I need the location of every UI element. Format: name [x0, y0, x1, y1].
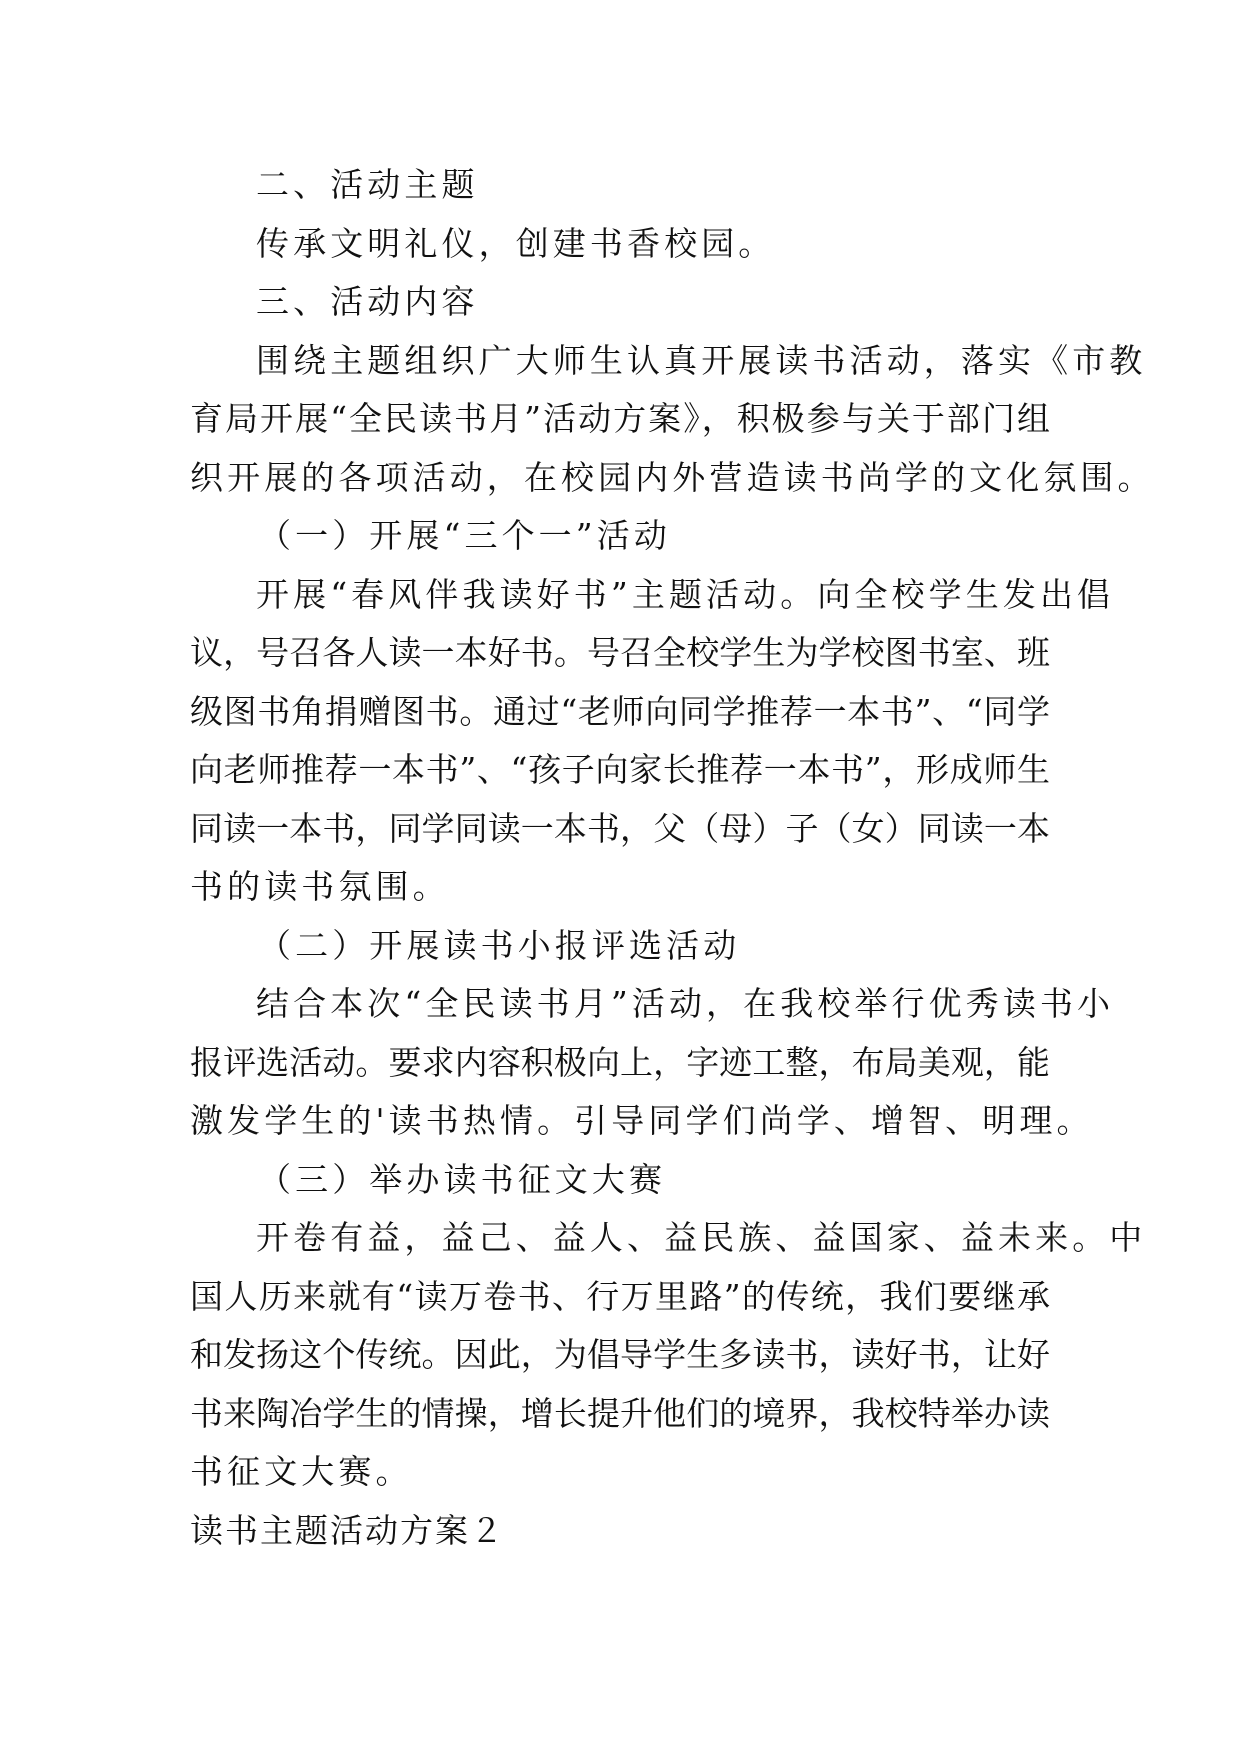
paragraph-line: 向老师推荐一本书”、“孩子向家长推荐一本书”，形成师生 — [190, 750, 1050, 789]
theme-text: 传承文明礼仪，创建书香校园。 — [256, 223, 776, 263]
paragraph-line: 育局开展“全民读书月”活动方案》，积极参与关于部门组 — [190, 399, 1050, 438]
paragraph-line: 围绕主题组织广大师生认真开展读书活动，落实《市教 — [256, 340, 1147, 380]
paragraph-line: 国人历来就有“读万卷书、行万里路”的传统，我们要继承 — [190, 1276, 1050, 1316]
document-body — [190, 156, 1155, 1560]
paragraph-line: 书来陶冶学生的情操，增长提升他们的境界，我校特举办读 — [190, 1393, 1050, 1433]
paragraph-line: 织开展的各项活动，在校园内外营造读书尚学的文化氛围。 — [190, 457, 1155, 497]
section-heading-theme: 二、活动主题 — [256, 165, 479, 204]
paragraph-line: 同读一本书，同学同读一本书，父（母）子（女）同读一本 — [190, 808, 1050, 848]
paragraph-line: 开卷有益，益己、益人、益民族、益国家、益未来。中 — [256, 1218, 1147, 1257]
subsection-3-paragraph — [190, 1209, 1147, 1502]
next-document-title: 读书主题活动方案２ — [190, 1510, 505, 1550]
section-heading-content: 三、活动内容 — [256, 282, 479, 321]
paragraph-line: 结合本次“全民读书月”活动，在我校举行优秀读书小 — [256, 984, 1115, 1023]
subsection-title-3: （三）举办读书征文大赛 — [258, 1159, 667, 1199]
paragraph-line: 报评选活动。要求内容积极向上，字迹工整，布局美观，能 — [190, 1042, 1050, 1082]
paragraph-line: 开展“春风伴我读好书”主题活动。向全校学生发出倡 — [256, 574, 1115, 614]
intro-paragraph — [190, 332, 1155, 508]
subsection-title-1: （一）开展“三个一”活动 — [258, 516, 671, 555]
paragraph-line: 书征文大赛。 — [190, 1452, 413, 1491]
subsection-title-2: （二）开展读书小报评选活动 — [258, 925, 741, 965]
paragraph-line: 书的读书氛围。 — [190, 867, 450, 906]
paragraph-line: 和发扬这个传统。因此，为倡导学生多读书，读好书，让好 — [190, 1335, 1050, 1374]
subsection-1-paragraph — [190, 566, 1115, 917]
paragraph-line: 议，号召各人读一本好书。号召全校学生为学校图书室、班 — [190, 633, 1050, 672]
paragraph-line: 级图书角捐赠图书。通过“老师向同学推荐一本书”、“同学 — [190, 691, 1050, 731]
subsection-2-paragraph — [190, 975, 1115, 1151]
paragraph-line: 激发学生的'读书热情。引导同学们尚学、增智、明理。 — [190, 1101, 1094, 1140]
